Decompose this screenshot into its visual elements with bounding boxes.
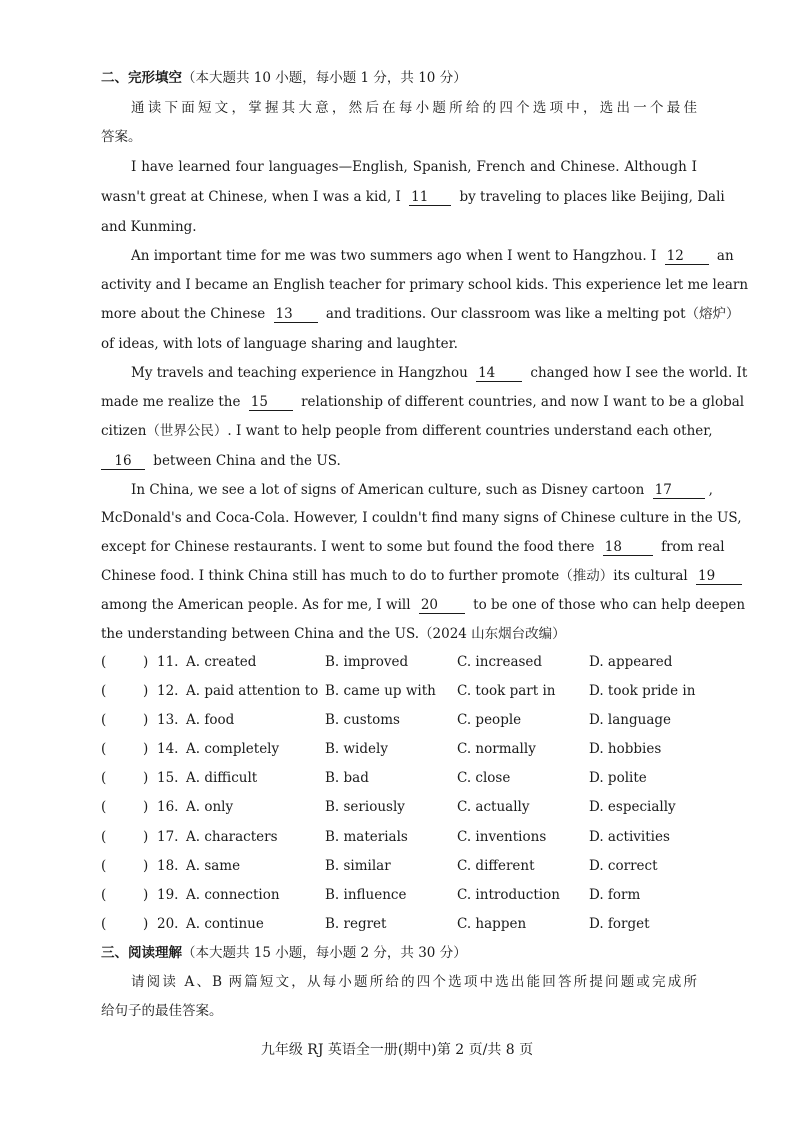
passage-line: I have learned four languages—English, Spanish, French and Chinese. Although I bbox=[131, 159, 697, 175]
question-number: 12. bbox=[157, 683, 179, 699]
blank-16: 16 bbox=[101, 453, 145, 470]
answer-paren-open: ( bbox=[101, 712, 107, 728]
passage-line: the understanding between China and the US.（2024 山东烟台改编） bbox=[101, 626, 566, 642]
option-b: B. seriously bbox=[325, 799, 405, 815]
option-d: D. activities bbox=[589, 829, 670, 845]
passage-text: In China, we see a lot of signs of American culture, such as Disney cartoon bbox=[131, 482, 645, 498]
question-row bbox=[101, 710, 701, 730]
answer-paren-open: ( bbox=[101, 799, 107, 815]
option-c: C. increased bbox=[457, 654, 543, 670]
question-row bbox=[101, 797, 701, 817]
section2-instruction-cont: 答案。 bbox=[101, 129, 142, 145]
option-a: A. same bbox=[186, 858, 241, 874]
blank-17: 17 bbox=[653, 482, 705, 499]
option-a: A. difficult bbox=[186, 770, 258, 786]
option-a: A. only bbox=[186, 799, 234, 815]
passage-text: relationship of different countries, and now I want to be a global bbox=[301, 394, 745, 410]
option-c: C. different bbox=[457, 858, 535, 874]
option-d: D. form bbox=[589, 887, 641, 903]
option-b: B. materials bbox=[325, 829, 408, 845]
answer-paren-open: ( bbox=[101, 741, 107, 757]
option-d: D. polite bbox=[589, 770, 647, 786]
option-b: B. influence bbox=[325, 887, 407, 903]
answer-paren-open: ( bbox=[101, 858, 107, 874]
passage-line: McDonald's and Coca-Cola. However, I couldn't find many signs of Chinese culture in the US, bbox=[101, 510, 742, 526]
passage-text: and traditions. Our classroom was like a melting pot（熔炉） bbox=[325, 306, 740, 322]
passage-line bbox=[131, 246, 734, 266]
question-number: 15. bbox=[157, 770, 179, 786]
section3-instruction: 请阅读 A、B 两篇短文，从每小题所给的四个选项中选出能回答所提问题或完成所 bbox=[131, 974, 697, 990]
answer-paren-close: ) bbox=[143, 683, 149, 699]
answer-paren-close: ) bbox=[143, 829, 149, 845]
option-c: C. happen bbox=[457, 916, 527, 932]
option-d: D. especially bbox=[589, 799, 676, 815]
question-number: 14. bbox=[157, 741, 179, 757]
blank-13: 13 bbox=[274, 306, 318, 323]
passage-text: to be one of those who can help deepen bbox=[473, 597, 746, 613]
section3-instruction-cont: 给句子的最佳答案。 bbox=[101, 1003, 223, 1019]
answer-paren-open: ( bbox=[101, 654, 107, 670]
question-number: 13. bbox=[157, 712, 179, 728]
question-number: 18. bbox=[157, 858, 179, 874]
section2-instruction: 通读下面短文，掌握其大意，然后在每小题所给的四个选项中，选出一个最佳 bbox=[131, 100, 697, 116]
passage-text: an bbox=[716, 248, 734, 264]
blank-15: 15 bbox=[249, 394, 293, 411]
option-c: C. actually bbox=[457, 799, 530, 815]
question-row bbox=[101, 768, 701, 788]
answer-paren-open: ( bbox=[101, 829, 107, 845]
section2-heading bbox=[101, 68, 697, 88]
option-d: D. hobbies bbox=[589, 741, 662, 757]
answer-paren-close: ) bbox=[143, 770, 149, 786]
passage-text: by traveling to places like Beijing, Dali bbox=[459, 189, 725, 205]
question-number: 19. bbox=[157, 887, 179, 903]
question-row bbox=[101, 856, 701, 876]
option-a: A. continue bbox=[186, 916, 264, 932]
answer-paren-open: ( bbox=[101, 887, 107, 903]
section2-title: 二、完形填空 bbox=[101, 70, 182, 86]
option-c: C. normally bbox=[457, 741, 536, 757]
answer-paren-open: ( bbox=[101, 916, 107, 932]
passage-line bbox=[131, 363, 748, 383]
question-number: 17. bbox=[157, 829, 179, 845]
option-a: A. completely bbox=[186, 741, 280, 757]
blank-19: 19 bbox=[696, 568, 742, 585]
passage-line bbox=[101, 187, 725, 207]
passage-text: An important time for me was two summers ago when I went to Hangzhou. I bbox=[131, 248, 657, 264]
question-row bbox=[101, 914, 701, 934]
answer-paren-close: ) bbox=[143, 916, 149, 932]
question-row bbox=[101, 827, 701, 847]
option-a: A. food bbox=[186, 712, 235, 728]
answer-paren-close: ) bbox=[143, 712, 149, 728]
option-d: D. took pride in bbox=[589, 683, 696, 699]
passage-text: , bbox=[708, 482, 713, 498]
option-c: C. inventions bbox=[457, 829, 547, 845]
answer-paren-close: ) bbox=[143, 799, 149, 815]
question-number: 20. bbox=[157, 916, 179, 932]
option-b: B. regret bbox=[325, 916, 387, 932]
option-b: B. bad bbox=[325, 770, 369, 786]
answer-paren-open: ( bbox=[101, 683, 107, 699]
option-b: B. similar bbox=[325, 858, 391, 874]
option-b: B. widely bbox=[325, 741, 388, 757]
question-number: 11. bbox=[157, 654, 179, 670]
passage-text: from real bbox=[661, 539, 725, 555]
passage-line: citizen（世界公民）. I want to help people from different countries understand each other, bbox=[101, 423, 713, 439]
passage-text: between China and the US. bbox=[153, 453, 341, 469]
passage-text: Chinese food. I think China still has much to do to further promote（推动）its cultural bbox=[101, 568, 688, 584]
question-row bbox=[101, 681, 701, 701]
blank-11: 11 bbox=[409, 189, 451, 206]
section2-note: （本大题共 10 小题，每小题 1 分，共 10 分） bbox=[182, 70, 467, 86]
answer-paren-close: ) bbox=[143, 858, 149, 874]
section3-title: 三、阅读理解 bbox=[101, 945, 182, 961]
option-c: C. people bbox=[457, 712, 522, 728]
option-d: D. language bbox=[589, 712, 672, 728]
answer-paren-close: ) bbox=[143, 741, 149, 757]
passage-line: of ideas, with lots of language sharing and laughter. bbox=[101, 336, 458, 352]
blank-12: 12 bbox=[665, 248, 709, 265]
blank-18: 18 bbox=[603, 539, 653, 556]
question-number: 16. bbox=[157, 799, 179, 815]
option-a: A. paid attention to bbox=[186, 683, 319, 699]
question-row bbox=[101, 885, 701, 905]
page-footer: 九年级 RJ 英语全一册(期中)第 2 页/共 8 页 bbox=[260, 1042, 534, 1058]
option-c: C. took part in bbox=[457, 683, 556, 699]
option-d: D. forget bbox=[589, 916, 650, 932]
passage-line bbox=[101, 595, 746, 615]
option-b: B. came up with bbox=[325, 683, 436, 699]
passage-line bbox=[131, 480, 713, 500]
question-row bbox=[101, 652, 701, 672]
passage-line bbox=[101, 392, 745, 412]
option-a: A. created bbox=[186, 654, 257, 670]
passage-text: wasn't great at Chinese, when I was a kid, I bbox=[101, 189, 401, 205]
passage-text: among the American people. As for me, I will bbox=[101, 597, 411, 613]
section3-heading bbox=[101, 943, 697, 963]
passage-text: except for Chinese restaurants. I went to some but found the food there bbox=[101, 539, 595, 555]
passage-line: and Kunming. bbox=[101, 219, 197, 235]
section3-note: （本大题共 15 小题，每小题 2 分，共 30 分） bbox=[182, 945, 467, 961]
option-a: A. characters bbox=[186, 829, 278, 845]
passage-line bbox=[101, 537, 725, 557]
answer-paren-close: ) bbox=[143, 887, 149, 903]
blank-20: 20 bbox=[419, 597, 465, 614]
question-row bbox=[101, 739, 701, 759]
passage-text: My travels and teaching experience in Hangzhou bbox=[131, 365, 468, 381]
passage-line bbox=[101, 451, 697, 471]
option-d: D. correct bbox=[589, 858, 658, 874]
answer-paren-close: ) bbox=[143, 654, 149, 670]
option-b: B. improved bbox=[325, 654, 409, 670]
passage-line bbox=[101, 566, 716, 586]
passage-text: made me realize the bbox=[101, 394, 241, 410]
option-c: C. close bbox=[457, 770, 511, 786]
passage-text: changed how I see the world. It bbox=[530, 365, 748, 381]
option-a: A. connection bbox=[186, 887, 280, 903]
passage-line bbox=[101, 304, 740, 324]
option-d: D. appeared bbox=[589, 654, 673, 670]
passage-text: more about the Chinese bbox=[101, 306, 266, 322]
answer-paren-open: ( bbox=[101, 770, 107, 786]
passage-line: activity and I became an English teacher for primary school kids. This experience let me learn bbox=[101, 277, 749, 293]
blank-14: 14 bbox=[476, 365, 522, 382]
option-c: C. introduction bbox=[457, 887, 560, 903]
option-b: B. customs bbox=[325, 712, 400, 728]
